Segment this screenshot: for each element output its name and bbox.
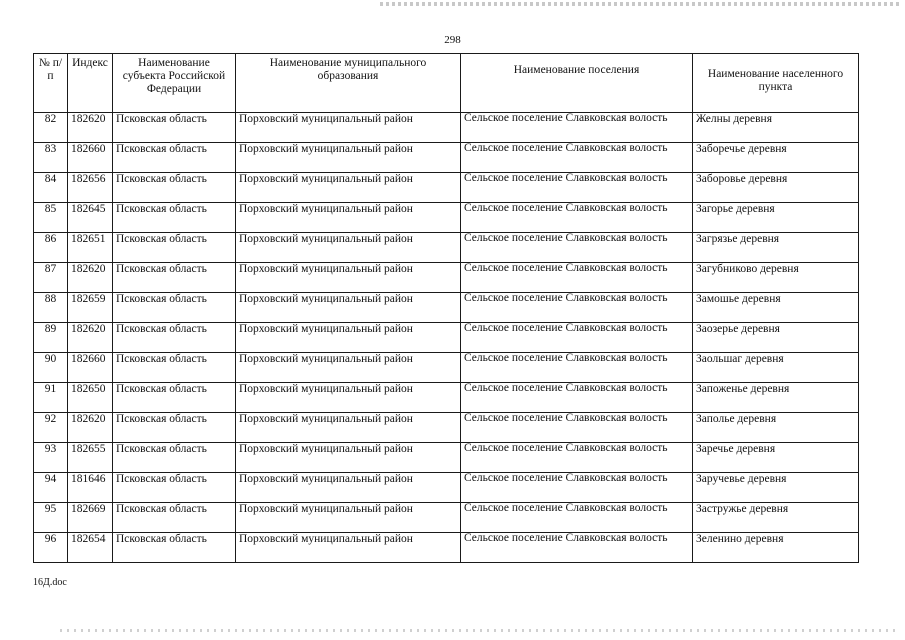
cell-municipality: Порховский муниципальный район	[236, 113, 461, 143]
cell-index: 182620	[68, 113, 113, 143]
cell-settlement: Сельское поселение Славковская волость	[461, 473, 693, 503]
header-locality: Наименование населенного пункта	[693, 54, 859, 113]
cell-num: 93	[34, 443, 68, 473]
page-number: 298	[444, 34, 461, 46]
cell-subject: Псковская область	[113, 203, 236, 233]
cell-subject: Псковская область	[113, 263, 236, 293]
cell-locality: Загубниково деревня	[693, 263, 859, 293]
header-settlement: Наименование поселения	[461, 54, 693, 113]
cell-num: 91	[34, 383, 68, 413]
cell-locality: Запоженье деревня	[693, 383, 859, 413]
cell-locality: Заборовье деревня	[693, 173, 859, 203]
cell-subject: Псковская область	[113, 533, 236, 563]
cell-municipality: Порховский муниципальный район	[236, 503, 461, 533]
cell-num: 87	[34, 263, 68, 293]
table-row	[34, 473, 859, 503]
cell-num: 92	[34, 413, 68, 443]
cell-index: 182650	[68, 383, 113, 413]
localities-table	[33, 53, 859, 563]
cell-subject: Псковская область	[113, 293, 236, 323]
cell-num: 83	[34, 143, 68, 173]
table-row	[34, 443, 859, 473]
cell-subject: Псковская область	[113, 383, 236, 413]
cell-settlement: Сельское поселение Славковская волость	[461, 413, 693, 443]
cell-subject: Псковская область	[113, 443, 236, 473]
cell-settlement: Сельское поселение Славковская волость	[461, 383, 693, 413]
cell-municipality: Порховский муниципальный район	[236, 323, 461, 353]
cell-locality: Застружье деревня	[693, 503, 859, 533]
table-row	[34, 113, 859, 143]
cell-settlement: Сельское поселение Славковская волость	[461, 533, 693, 563]
cell-locality: Заполье деревня	[693, 413, 859, 443]
cell-locality: Зеленино деревня	[693, 533, 859, 563]
cell-subject: Псковская область	[113, 353, 236, 383]
cell-subject: Псковская область	[113, 113, 236, 143]
cell-num: 85	[34, 203, 68, 233]
cell-municipality: Порховский муниципальный район	[236, 173, 461, 203]
cell-subject: Псковская область	[113, 413, 236, 443]
header-municipality: Наименование муниципального образования	[236, 54, 461, 113]
table-row	[34, 413, 859, 443]
cell-settlement: Сельское поселение Славковская волость	[461, 143, 693, 173]
header-subject: Наименование субъекта Российской Федерации	[113, 54, 236, 113]
cell-num: 82	[34, 113, 68, 143]
header-index: Индекс	[68, 54, 113, 113]
cell-locality: Загорье деревня	[693, 203, 859, 233]
cell-index: 182620	[68, 263, 113, 293]
scan-artifact-bottom	[60, 629, 900, 632]
cell-municipality: Порховский муниципальный район	[236, 143, 461, 173]
cell-num: 90	[34, 353, 68, 383]
table-row	[34, 533, 859, 563]
table-row	[34, 143, 859, 173]
cell-subject: Псковская область	[113, 503, 236, 533]
cell-subject: Псковская область	[113, 473, 236, 503]
cell-num: 84	[34, 173, 68, 203]
cell-index: 181646	[68, 473, 113, 503]
cell-index: 182620	[68, 413, 113, 443]
cell-municipality: Порховский муниципальный район	[236, 263, 461, 293]
cell-settlement: Сельское поселение Славковская волость	[461, 203, 693, 233]
cell-num: 94	[34, 473, 68, 503]
cell-index: 182651	[68, 233, 113, 263]
cell-index: 182645	[68, 203, 113, 233]
cell-municipality: Порховский муниципальный район	[236, 353, 461, 383]
cell-municipality: Порховский муниципальный район	[236, 293, 461, 323]
cell-index: 182655	[68, 443, 113, 473]
table-row	[34, 233, 859, 263]
table-row	[34, 503, 859, 533]
cell-settlement: Сельское поселение Славковская волость	[461, 443, 693, 473]
table-header-row	[34, 54, 859, 113]
cell-num: 89	[34, 323, 68, 353]
cell-index: 182654	[68, 533, 113, 563]
table-row	[34, 353, 859, 383]
cell-settlement: Сельское поселение Славковская волость	[461, 353, 693, 383]
cell-locality: Заольшаг деревня	[693, 353, 859, 383]
table-row	[34, 263, 859, 293]
scan-artifact-top	[380, 2, 900, 6]
cell-num: 86	[34, 233, 68, 263]
cell-settlement: Сельское поселение Славковская волость	[461, 263, 693, 293]
table-row	[34, 293, 859, 323]
footer-filename: 16Д.doc	[33, 577, 67, 588]
cell-settlement: Сельское поселение Славковская волость	[461, 173, 693, 203]
cell-index: 182620	[68, 323, 113, 353]
cell-subject: Псковская область	[113, 143, 236, 173]
header-num: № п/п	[34, 54, 68, 113]
cell-settlement: Сельское поселение Славковская волость	[461, 233, 693, 263]
cell-subject: Псковская область	[113, 233, 236, 263]
table-body	[34, 113, 859, 563]
table-row	[34, 173, 859, 203]
cell-locality: Желны деревня	[693, 113, 859, 143]
cell-locality: Заборечье деревня	[693, 143, 859, 173]
cell-locality: Заручевье деревня	[693, 473, 859, 503]
cell-num: 95	[34, 503, 68, 533]
cell-municipality: Порховский муниципальный район	[236, 413, 461, 443]
table-row	[34, 203, 859, 233]
cell-locality: Замошье деревня	[693, 293, 859, 323]
cell-locality: Заозерье деревня	[693, 323, 859, 353]
cell-subject: Псковская область	[113, 173, 236, 203]
cell-subject: Псковская область	[113, 323, 236, 353]
cell-index: 182656	[68, 173, 113, 203]
cell-locality: Загрязье деревня	[693, 233, 859, 263]
cell-num: 96	[34, 533, 68, 563]
table-row	[34, 323, 859, 353]
cell-municipality: Порховский муниципальный район	[236, 383, 461, 413]
cell-settlement: Сельское поселение Славковская волость	[461, 323, 693, 353]
cell-municipality: Порховский муниципальный район	[236, 443, 461, 473]
cell-index: 182669	[68, 503, 113, 533]
cell-settlement: Сельское поселение Славковская волость	[461, 503, 693, 533]
cell-municipality: Порховский муниципальный район	[236, 533, 461, 563]
cell-settlement: Сельское поселение Славковская волость	[461, 113, 693, 143]
cell-index: 182660	[68, 353, 113, 383]
cell-locality: Заречье деревня	[693, 443, 859, 473]
cell-index: 182660	[68, 143, 113, 173]
cell-municipality: Порховский муниципальный район	[236, 233, 461, 263]
cell-num: 88	[34, 293, 68, 323]
cell-index: 182659	[68, 293, 113, 323]
cell-settlement: Сельское поселение Славковская волость	[461, 293, 693, 323]
table-row	[34, 383, 859, 413]
cell-municipality: Порховский муниципальный район	[236, 473, 461, 503]
cell-municipality: Порховский муниципальный район	[236, 203, 461, 233]
